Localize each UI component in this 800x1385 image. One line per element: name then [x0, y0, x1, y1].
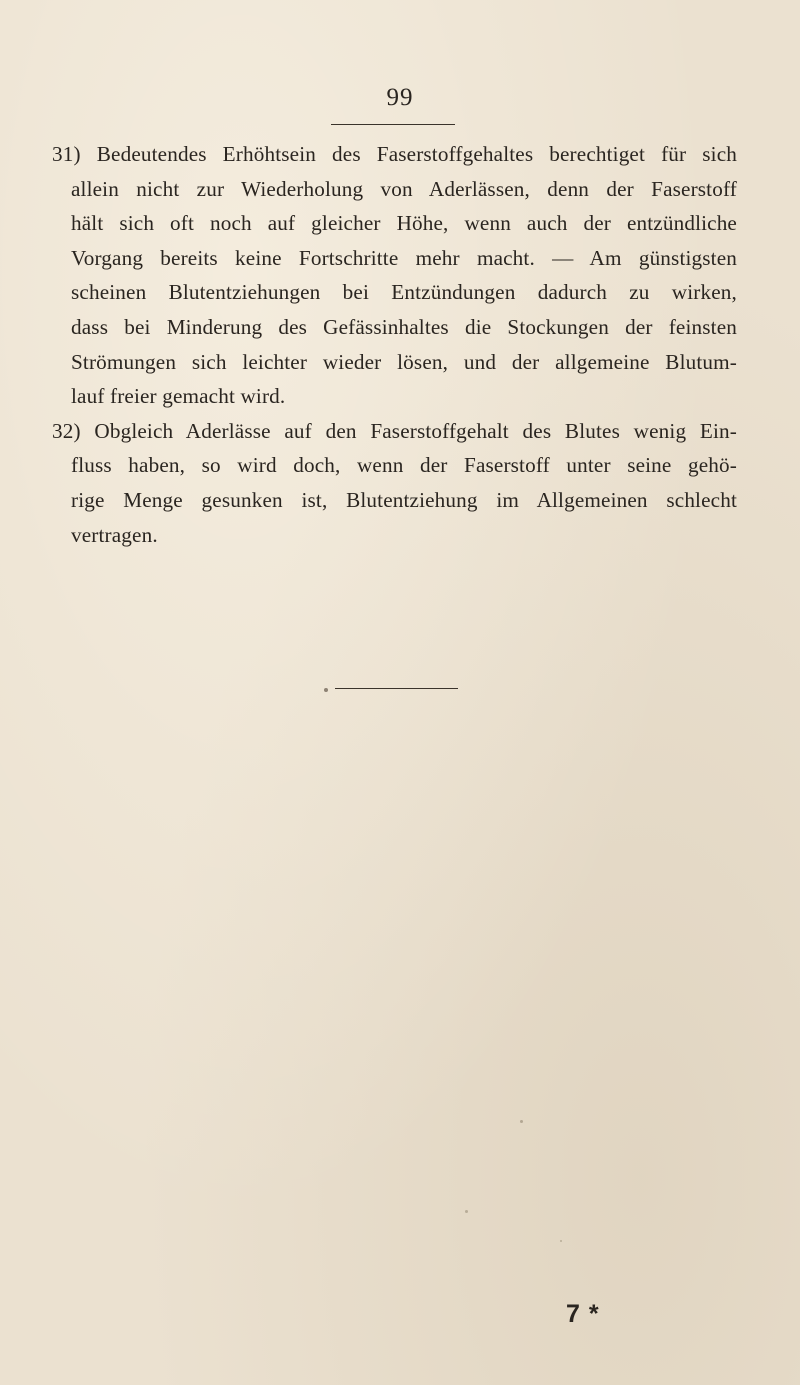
- text-line: allein nicht zur Wiederholung von Aderlässen, denn der Faserstoff: [71, 176, 737, 201]
- text-line: Vorgang bereits keine Fortschritte mehr macht. — Am günstigsten: [71, 245, 737, 270]
- body-text: [52, 137, 737, 552]
- text-line: 32) Obgleich Aderlässe auf den Faserstoffgehalt des Blutes wenig Ein-: [52, 418, 737, 443]
- signature-mark: 7 *: [566, 1300, 600, 1328]
- paragraph-31: [52, 137, 737, 414]
- paragraph-32: [52, 414, 737, 552]
- text-line: 31) Bedeutendes Erhöhtsein des Faserstoffgehaltes berechtiget für sich: [52, 142, 737, 166]
- text-line: lauf freier gemacht wird.: [71, 384, 286, 409]
- text-line: Strömungen sich leichter wieder lösen, und der allgemeine Blutum-: [71, 349, 737, 374]
- page-number: 99: [386, 84, 414, 111]
- text-line: fluss haben, so wird doch, wenn der Faserstoff unter seine gehö-: [71, 453, 737, 478]
- text-line: scheinen Blutentziehungen bei Entzündungen dadurch zu wirken,: [71, 280, 737, 305]
- header-rule: [331, 124, 455, 125]
- paper-speck: [324, 688, 328, 692]
- text-line: vertragen.: [71, 522, 158, 547]
- section-end-rule: [335, 688, 458, 689]
- paper-speck: [465, 1210, 468, 1213]
- paper-speck: [560, 1240, 562, 1242]
- paper-speck: [520, 1120, 523, 1123]
- text-line: dass bei Minderung des Gefässinhaltes die Stockungen der feinsten: [71, 314, 737, 339]
- text-line: rige Menge gesunken ist, Blutentziehung im Allgemeinen schlecht: [71, 487, 737, 512]
- text-line: hält sich oft noch auf gleicher Höhe, wenn auch der entzündliche: [71, 211, 737, 236]
